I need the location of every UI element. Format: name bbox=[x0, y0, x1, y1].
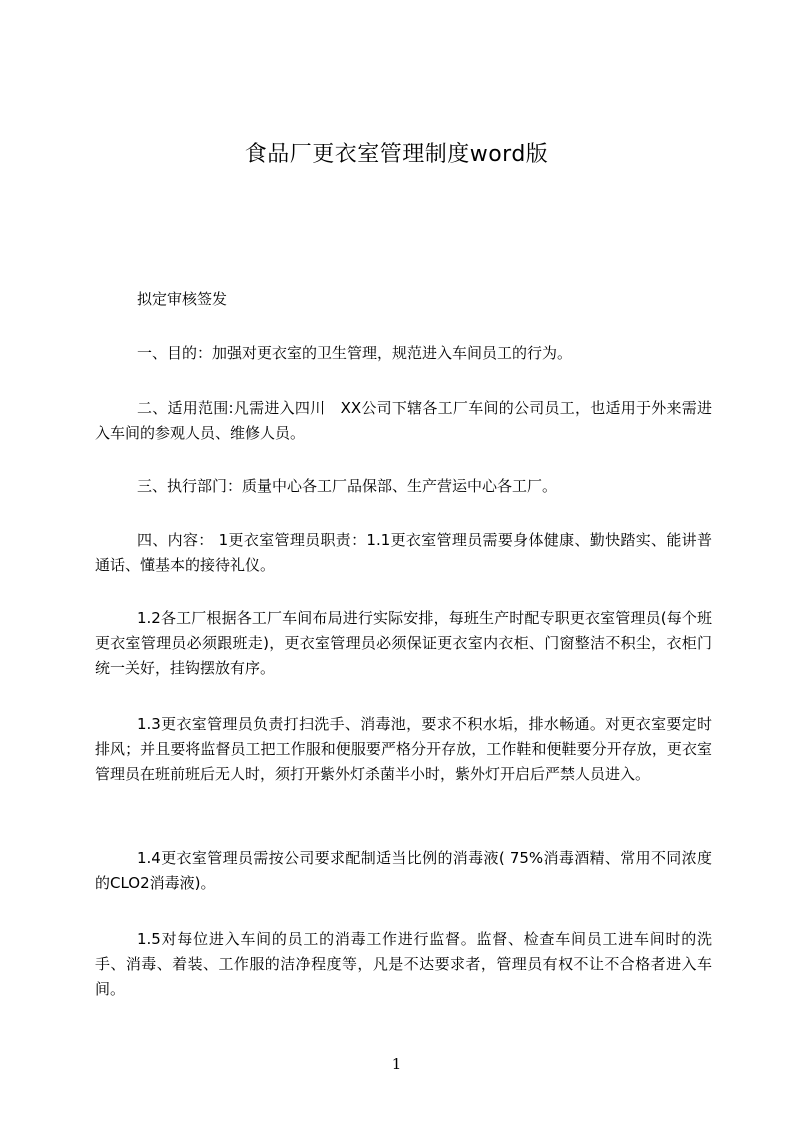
paragraph-content-1-4: 1.4更衣室管理员需按公司要求配制适当比例的消毒液( 75%消毒酒精、常用不同浓度的CLO2消毒液)。 bbox=[95, 849, 712, 892]
page-number: 1 bbox=[391, 1055, 402, 1073]
paragraph-content-1-3: 1.3更衣室管理员负责打扫洗手、消毒池，要求不积水垢，排水畅通。对更衣室要定时排风；并且要将监督员工把工作服和便服要严格分开存放，工作鞋和便鞋要分开存放，更衣室管理员在班前班后无人时，须打开紫外灯杀菌半小时，紫外灯开启后严禁人员进入。 bbox=[95, 715, 712, 783]
paragraph-signoff: 拟定审核签发 bbox=[137, 290, 228, 308]
paragraph-department: 三、执行部门：质量中心各工厂品保部、生产营运中心各工厂。 bbox=[137, 477, 558, 495]
paragraph-content-1-2: 1.2各工厂根据各工厂车间布局进行实际安排，每班生产时配专职更衣室管理员(每个班更衣室管理员必须跟班走)，更衣室管理员必须保证更衣室内衣柜、门窗整洁不积尘，衣柜门统一关好，挂钩摆放有序。 bbox=[95, 609, 712, 677]
paragraph-scope: 二、适用范围:凡需进入四川 XX公司下辖各工厂车间的公司员工，也适用于外来需进入车间的参观人员、维修人员。 bbox=[95, 399, 712, 442]
paragraph-content-1-1: 四、内容： 1更衣室管理员职责：1.1更衣室管理员需要身体健康、勤快踏实、能讲普通话、懂基本的接待礼仪。 bbox=[95, 531, 712, 574]
paragraph-content-1-5: 1.5对每位进入车间的员工的消毒工作进行监督。监督、检查车间员工进车间时的洗手、消毒、着装、工作服的洁净程度等，凡是不达要求者，管理员有权不让不合格者进入车间。 bbox=[95, 930, 712, 998]
paragraph-purpose: 一、目的：加强对更衣室的卫生管理，规范进入车间员工的行为。 bbox=[137, 344, 573, 362]
document-title: 食品厂更衣室管理制度word版 bbox=[244, 142, 549, 167]
